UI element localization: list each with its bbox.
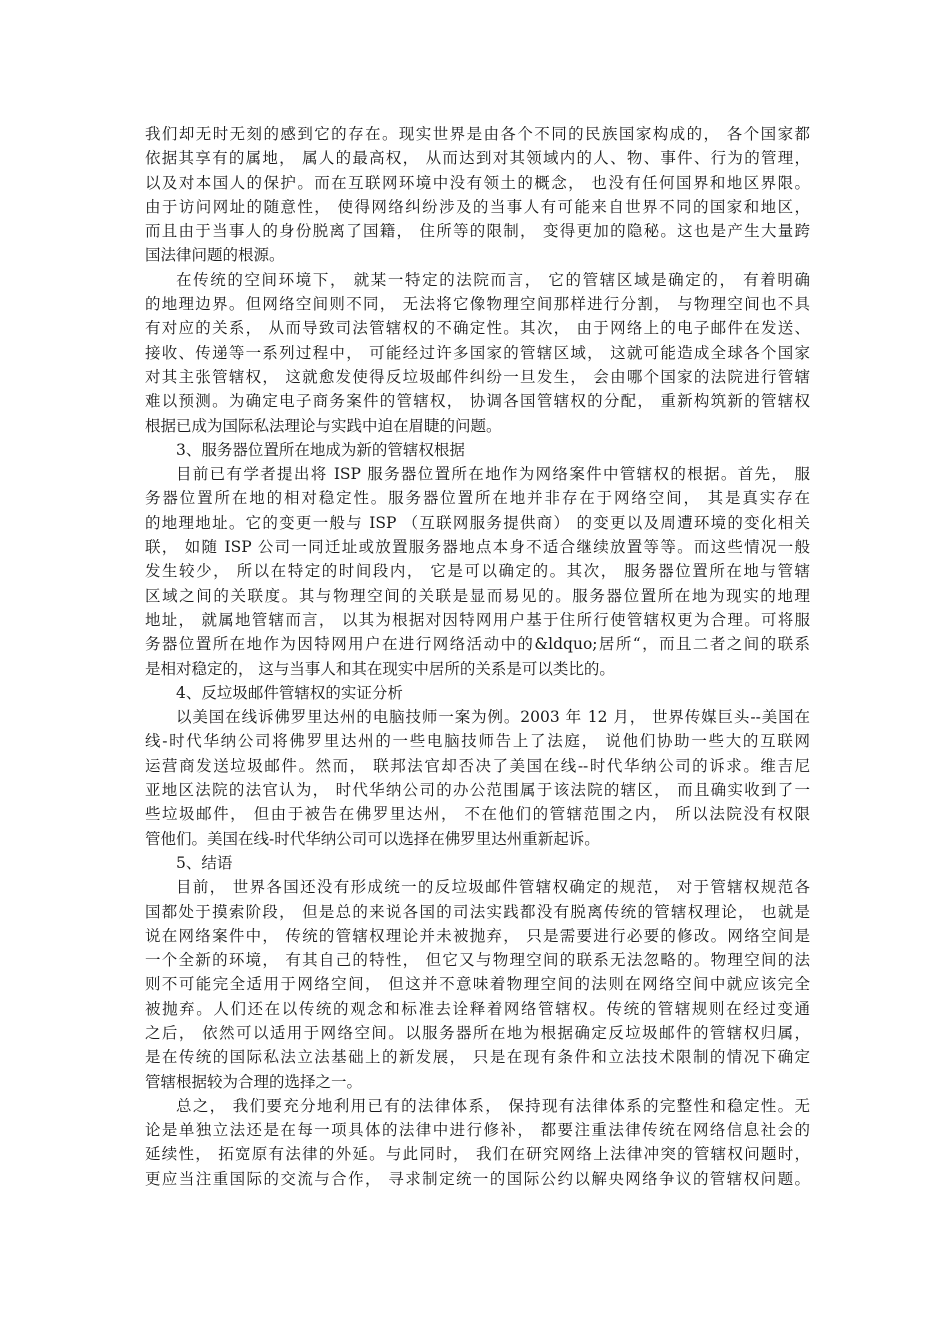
text-line: 以及对本国人的保护。而在互联网环境中没有领土的概念， 也没有任何国界和地区界限。 bbox=[145, 173, 810, 192]
text-line: 有对应的关系， 从而导致司法管辖权的不确定性。其次， 由于网络上的电子邮件在发送、 bbox=[145, 319, 810, 338]
text-line: 根据已成为国际私法理论与实践中迫在眉睫的问题。 bbox=[145, 416, 502, 435]
document-page bbox=[145, 122, 810, 1191]
text-line: 依据其享有的属地， 属人的最高权， 从而达到对其领域内的人、物、事件、行为的管理， bbox=[145, 149, 810, 168]
text-line: 一个全新的环境， 有其自己的特性， 但它又与物理空间的联系无法忽略的。物理空间的法 bbox=[145, 951, 810, 970]
text-line: 务器位置所在地作为因特网用户在进行网络活动中的&ldquo;居所“，而且二者之间的联系 bbox=[145, 635, 810, 654]
text-line: 说在网络案件中， 传统的管辖权理论并未被抛弃， 只是需要进行必要的修改。网络空间是 bbox=[145, 926, 810, 945]
text-line: 亚地区法院的法官认为， 时代华纳公司的办公范围属于该法院的辖区， 而且确实收到了一 bbox=[145, 781, 810, 800]
text-line: 而且由于当事人的身份脱离了国籍， 住所等的限制， 变得更加的隐秘。这也是产生大量跨 bbox=[145, 222, 810, 241]
text-line: 务器位置所在地的相对稳定性。服务器位置所在地并非存在于网络空间， 其是真实存在 bbox=[145, 489, 810, 508]
text-line: 国法律问题的根源。 bbox=[145, 246, 285, 265]
text-line: 由于访问网址的随意性， 使得网络纠纷涉及的当事人有可能来自世界不同的国家和地区， bbox=[145, 197, 810, 216]
text-line: 运营商发送垃圾邮件。然而， 联邦法官却否决了美国在线--时代华纳公司的诉求。维吉尼 bbox=[145, 756, 810, 775]
text-line: 5、结语 bbox=[176, 853, 233, 872]
text-line: 4、反垃圾邮件管辖权的实证分析 bbox=[176, 683, 403, 702]
text-line: 地址， 就属地管辖而言， 以其为根据对因特网用户基于住所行使管辖权更为合理。可将服 bbox=[145, 610, 810, 629]
text-line: 被抛弃。人们还在以传统的观念和标准去诠释着网络管辖权。传统的管辖规则在经过变通 bbox=[145, 999, 810, 1018]
text-line: 目前， 世界各国还没有形成统一的反垃圾邮件管辖权确定的规范， 对于管辖权规范各 bbox=[176, 878, 810, 897]
text-line: 管辖根据较为合理的选择之一。 bbox=[145, 1072, 363, 1091]
text-line: 是相对稳定的， 这与当事人和其在现实中居所的关系是可以类比的。 bbox=[145, 659, 615, 678]
text-line: 之后， 依然可以适用于网络空间。以服务器所在地为根据确定反垃圾邮件的管辖权归属， bbox=[145, 1023, 810, 1042]
text-line: 些垃圾邮件， 但由于被告在佛罗里达州， 不在他们的管辖范围之内， 所以法院没有权限 bbox=[145, 805, 810, 824]
text-line: 对其主张管辖权， 这就愈发使得反垃圾邮件纠纷一旦发生， 会由哪个国家的法院进行管辖 bbox=[145, 367, 810, 386]
text-line: 更应当注重国际的交流与合作， 寻求制定统一的国际公约以解央网络争议的管辖权问题。 bbox=[145, 1169, 810, 1188]
text-line: 3、服务器位置所在地成为新的管辖权根据 bbox=[176, 440, 465, 459]
text-line: 以美国在线诉佛罗里达州的电脑技师一案为例。2003 年 12 月， 世界传媒巨头--美国在 bbox=[176, 708, 810, 727]
text-line: 总之， 我们要充分地利用已有的法律体系， 保持现有法律体系的完整性和稳定性。无 bbox=[176, 1096, 810, 1115]
text-line: 管他们。美国在线-时代华纳公司可以选择在佛罗里达州重新起诉。 bbox=[145, 829, 600, 848]
text-line: 的地理边界。但网络空间则不同， 无法将它像物理空间那样进行分割， 与物理空间也不具 bbox=[145, 295, 810, 314]
text-line: 则不可能完全适用于网络空间， 但这并不意味着物理空间的法则在网络空间中就应该完全 bbox=[145, 975, 810, 994]
text-line: 线-时代华纳公司将佛罗里达州的一些电脑技师告上了法庭， 说他们协助一些大的互联网 bbox=[145, 732, 810, 751]
text-line: 的地理地址。它的变更一般与 ISP （互联网服务提供商） 的变更以及周遭环境的变化相关 bbox=[145, 513, 810, 532]
text-line: 难以预测。为确定电子商务案件的管辖权， 协调各国管辖权的分配， 重新构筑新的管辖权 bbox=[145, 392, 810, 411]
text-line: 国都处于摸索阶段， 但是总的来说各国的司法实践都没有脱离传统的管辖权理论， 也就是 bbox=[145, 902, 810, 921]
text-line: 论是单独立法还是在每一项具体的法律中进行修补， 都要注重法律传统在网络信息社会的 bbox=[145, 1121, 810, 1140]
text-line: 接收、传递等一系列过程中， 可能经过许多国家的管辖区域， 这就可能造成全球各个国家 bbox=[145, 343, 810, 362]
text-line: 区域之间的关联度。其与物理空间的关联是显而易见的。服务器位置所在地为现实的地理 bbox=[145, 586, 810, 605]
text-line: 发生较少， 所以在特定的时间段内， 它是可以确定的。其次， 服务器位置所在地与管辖 bbox=[145, 562, 810, 581]
text-line: 联， 如随 ISP 公司一同迁址或放置服务器地点本身不适合继续放置等等。而这些情况一般 bbox=[145, 538, 810, 557]
text-line: 在传统的空间环境下， 就某一特定的法院而言， 它的管辖区域是确定的， 有着明确 bbox=[176, 270, 810, 289]
text-line: 我们却无时无刻的感到它的存在。现实世界是由各个不同的民族国家构成的， 各个国家都 bbox=[145, 125, 810, 143]
text-line: 延续性， 拓宽原有法律的外延。与此同时， 我们在研究网络上法律冲突的管辖权问题时， bbox=[145, 1145, 810, 1164]
text-line: 目前已有学者提出将 ISP 服务器位置所在地作为网络案件中管辖权的根据。首先， 服 bbox=[176, 465, 810, 484]
text-line: 是在传统的国际私法立法基础上的新发展， 只是在现有条件和立法技术限制的情况下确定 bbox=[145, 1048, 810, 1067]
